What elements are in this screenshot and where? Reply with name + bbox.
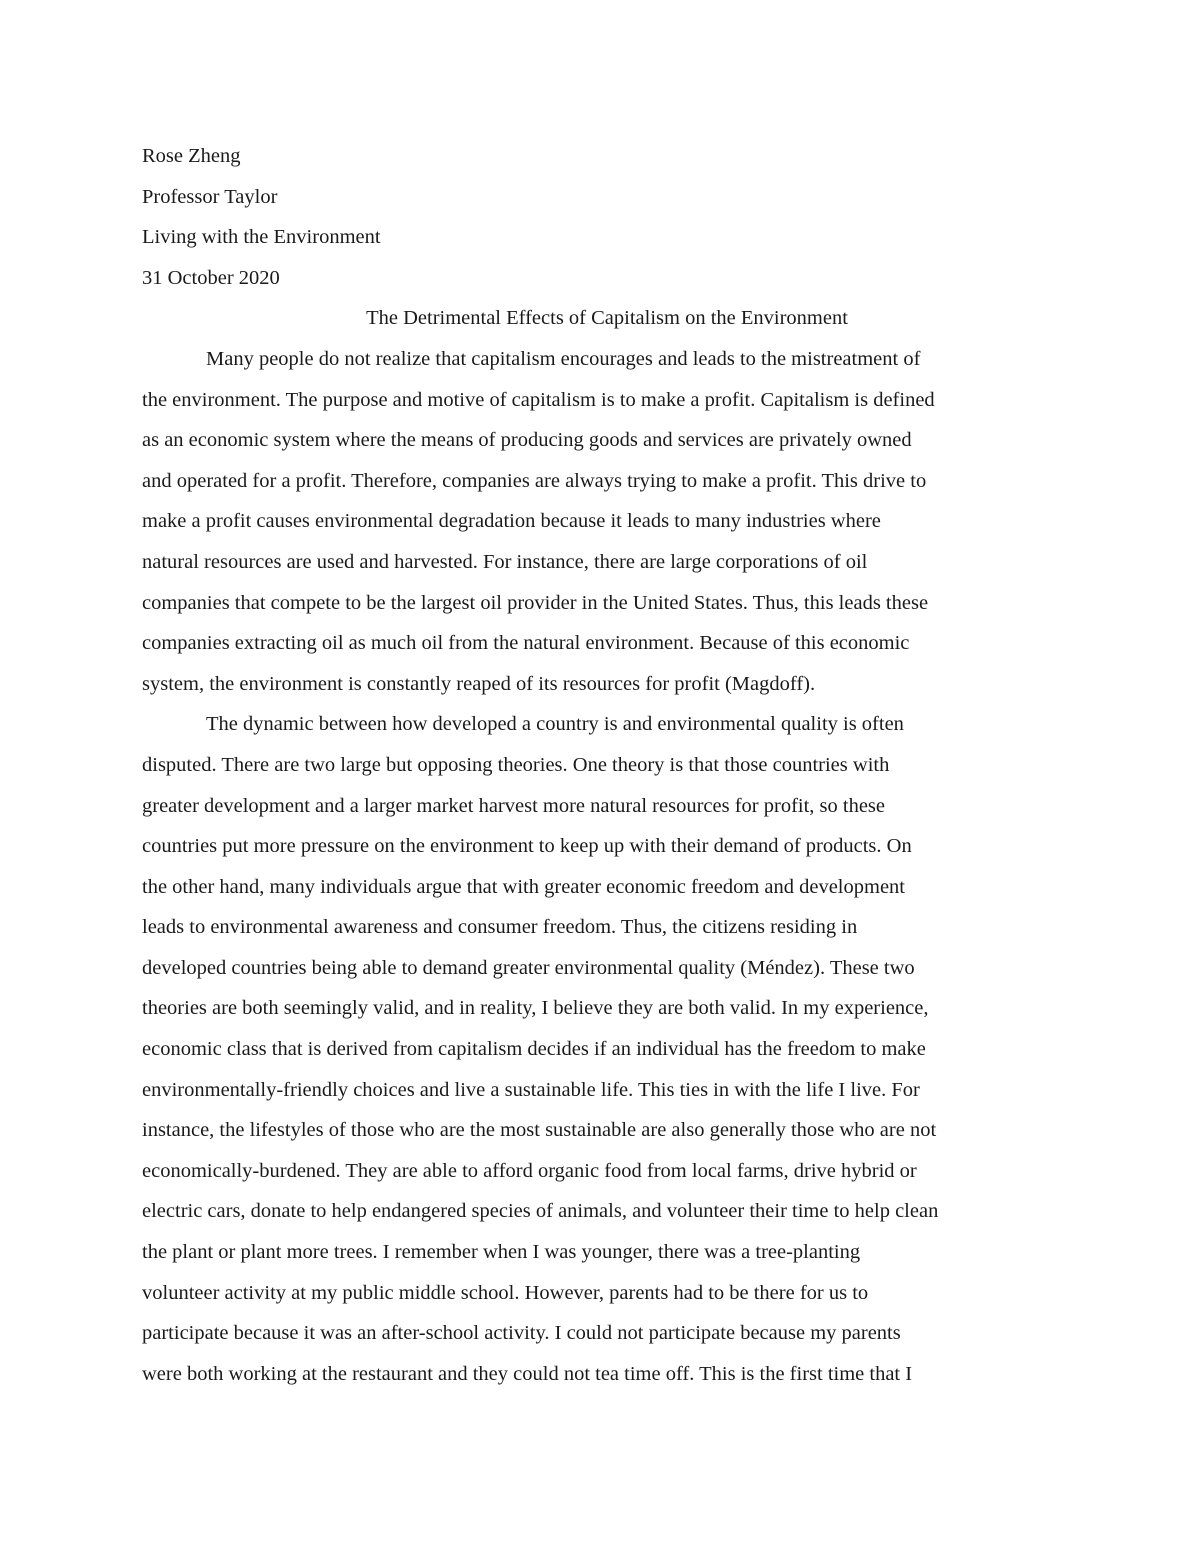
essay-date: 31 October 2020 — [142, 266, 280, 289]
paragraph-line: were both working at the restaurant and they could not tea time off. This is the first time that I — [142, 1362, 913, 1385]
professor-name: Professor Taylor — [142, 185, 278, 208]
document-body — [142, 136, 1072, 1394]
paragraph-line: participate because it was an after-school activity. I could not participate because my parents — [142, 1322, 901, 1345]
paragraph-line: theories are both seemingly valid, and in reality, I believe they are both valid. In my experience, — [142, 997, 929, 1020]
paragraph-line: developed countries being able to demand greater environmental quality (Méndez). These two — [142, 956, 915, 979]
paragraph — [142, 339, 1072, 704]
paragraph-line: economically-burdened. They are able to afford organic food from local farms, drive hybrid or — [142, 1159, 917, 1182]
paragraph-line: companies that compete to be the largest oil provider in the United States. Thus, this leads these — [142, 591, 929, 614]
essay-paragraphs — [142, 339, 1072, 1394]
paragraph-line: greater development and a larger market harvest more natural resources for profit, so these — [142, 794, 886, 817]
paragraph-line: economic class that is derived from capitalism decides if an individual has the freedom to make — [142, 1038, 926, 1061]
paragraph-line: disputed. There are two large but opposing theories. One theory is that those countries with — [142, 753, 890, 776]
paragraph-line: make a profit causes environmental degradation because it leads to many industries where — [142, 510, 881, 533]
paragraph-line: companies extracting oil as much oil from the natural environment. Because of this economic — [142, 632, 910, 655]
paragraph-line: and operated for a profit. Therefore, companies are always trying to make a profit. This drive to — [142, 469, 927, 492]
paragraph — [142, 704, 1072, 1394]
paragraph-line: natural resources are used and harvested. For instance, there are large corporations of oil — [142, 550, 868, 573]
paragraph-line: volunteer activity at my public middle school. However, parents had to be there for us to — [142, 1281, 869, 1304]
essay-title: The Detrimental Effects of Capitalism on the Environment — [366, 307, 848, 330]
paragraph-first-line: The dynamic between how developed a country is and environmental quality is often — [206, 713, 904, 736]
paragraph-line: environmentally-friendly choices and live a sustainable life. This ties in with the life I live. For — [142, 1078, 920, 1101]
paragraph-line: instance, the lifestyles of those who are the most sustainable are also generally those who are not — [142, 1119, 937, 1142]
course-name: Living with the Environment — [142, 226, 381, 249]
paragraph-line: the plant or plant more trees. I remember when I was younger, there was a tree-planting — [142, 1241, 861, 1264]
paragraph-line: the other hand, many individuals argue that with greater economic freedom and development — [142, 875, 905, 898]
paragraph-line: leads to environmental awareness and consumer freedom. Thus, the citizens residing in — [142, 916, 858, 939]
paragraph-first-line: Many people do not realize that capitalism encourages and leads to the mistreatment of — [206, 347, 921, 370]
paragraph-line: as an economic system where the means of producing goods and services are privately owned — [142, 429, 912, 452]
paragraph-line: electric cars, donate to help endangered species of animals, and volunteer their time to help clean — [142, 1200, 939, 1223]
paragraph-line: the environment. The purpose and motive of capitalism is to make a profit. Capitalism is defined — [142, 388, 935, 411]
author-name: Rose Zheng — [142, 145, 241, 167]
paragraph-line: system, the environment is constantly reaped of its resources for profit (Magdoff). — [142, 672, 816, 695]
paragraph-line: countries put more pressure on the environment to keep up with their demand of products. On — [142, 835, 912, 858]
